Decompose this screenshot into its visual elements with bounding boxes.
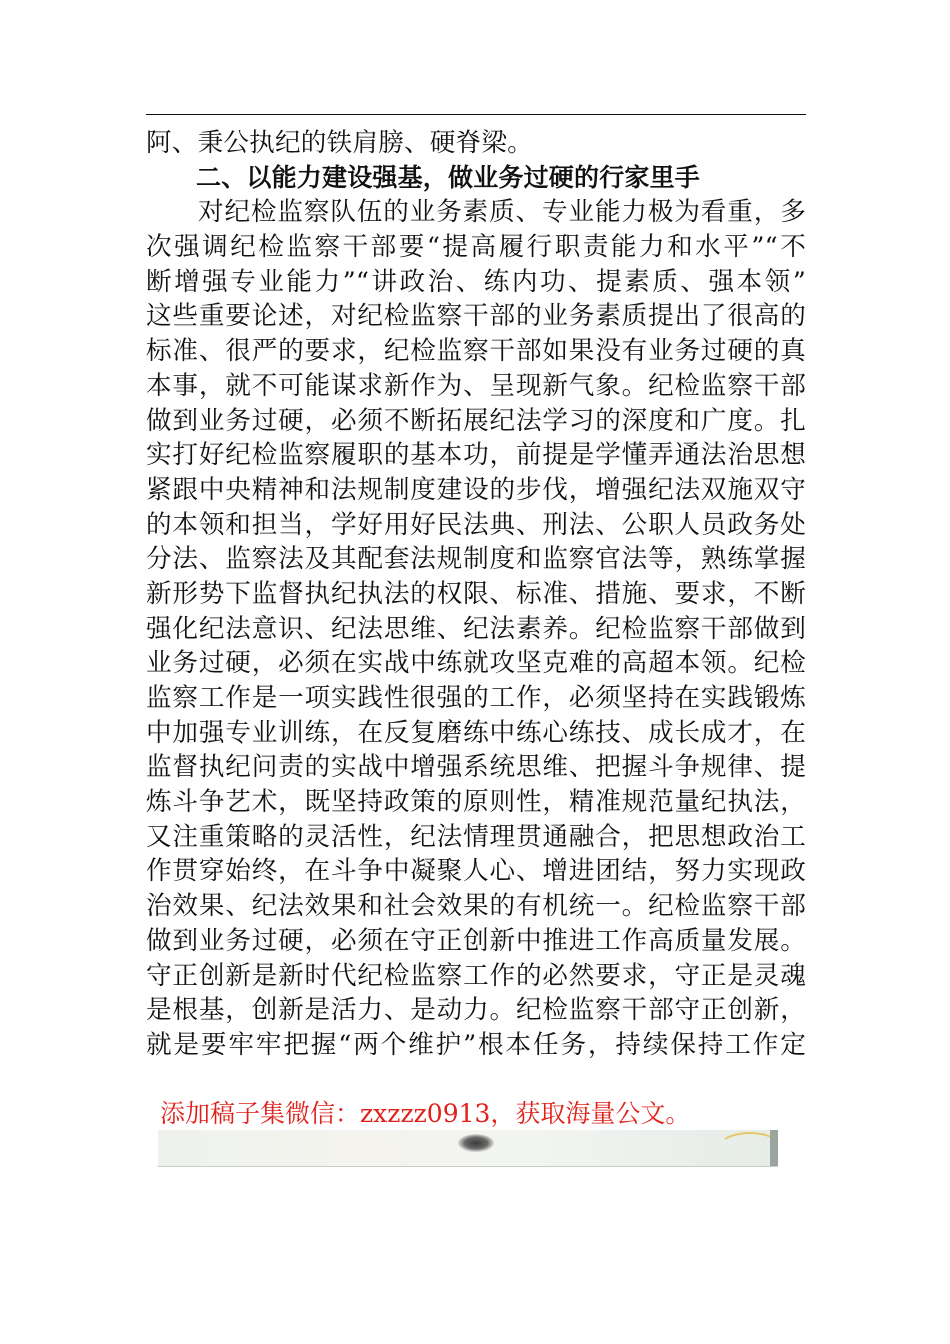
text-line: 监察工作是一项实践性很强的工作，必须坚持在实践锻炼 (146, 683, 806, 713)
text-line: 监督执纪问责的实战中增强系统思维、把握斗争规律、提 (146, 752, 806, 783)
banner-edge (770, 1130, 778, 1166)
text-line: 断增强专业能力”“讲政治、练内功、提素质、强本领” (146, 266, 806, 297)
text-line: 炼斗争艺术，既坚持政策的原则性，精准规范量纪执法， (146, 787, 806, 818)
text-line: 守正创新是新时代纪检监察工作的必然要求，守正是灵魂 (146, 960, 806, 991)
text-line: 这些重要论述，对纪检监察干部的业务素质提出了很高的 (146, 301, 806, 332)
text-line: 又注重策略的灵活性，纪法情理贯通融合，把思想政治工 (146, 821, 806, 852)
banner-image (158, 1130, 778, 1167)
text-line: 阿、秉公执纪的铁肩膀、硬脊梁。 (146, 128, 533, 158)
text-line: 业务过硬，必须在实战中练就攻坚克难的高超本领。纪检 (146, 648, 806, 679)
ink-blot-icon (458, 1134, 494, 1152)
text-line: 就是要牢牢把握“两个维护”根本任务，持续保持工作定 (146, 1029, 806, 1060)
text-line: 紧跟中央精神和法规制度建设的步伐，增强纪法双施双守 (146, 474, 806, 505)
section-heading: 二、以能力建设强基，做业务过硬的行家里手 (196, 162, 701, 192)
text-line: 对纪检监察队伍的业务素质、专业能力极为看重，多 (198, 197, 806, 228)
text-line: 本事，就不可能谋求新作为、呈现新气象。纪检监察干部 (146, 370, 806, 401)
text-line: 标准、很严的要求，纪检监察干部如果没有业务过硬的真 (146, 336, 806, 367)
text-line: 分法、监察法及其配套法规制度和监察官法等，熟练掌握 (146, 544, 806, 575)
text-line: 是根基，创新是活力、是动力。纪检监察干部守正创新， (146, 995, 806, 1026)
text-line: 强化纪法意识、纪法思维、纪法素养。纪检监察干部做到 (146, 613, 806, 644)
swirl-decoration-icon (718, 1132, 778, 1164)
text-line: 中加强专业训练，在反复磨练中练心练技、成长成才，在 (146, 717, 806, 748)
text-line: 作贯穿始终，在斗争中凝聚人心、增进团结，努力实现政 (146, 856, 806, 887)
header-rule (146, 114, 806, 115)
promo-text: 添加稿子集微信：zxzzz0913，获取海量公文。 (160, 1099, 691, 1128)
text-line: 做到业务过硬，必须不断拓展纪法学习的深度和广度。扎 (146, 405, 806, 436)
body-text (146, 126, 806, 1063)
text-line: 做到业务过硬，必须在守正创新中推进工作高质量发展。 (146, 925, 806, 956)
text-line: 实打好纪检监察履职的基本功，前提是学懂弄通法治思想 (146, 440, 806, 471)
text-line: 治效果、纪法效果和社会效果的有机统一。纪检监察干部 (146, 891, 806, 922)
text-line: 的本领和担当，学好用好民法典、刑法、公职人员政务处 (146, 509, 806, 540)
text-line: 次强调纪检监察干部要“提高履行职责能力和水平”“不 (146, 232, 806, 263)
text-line: 新形势下监督执纪执法的权限、标准、措施、要求，不断 (146, 578, 806, 609)
